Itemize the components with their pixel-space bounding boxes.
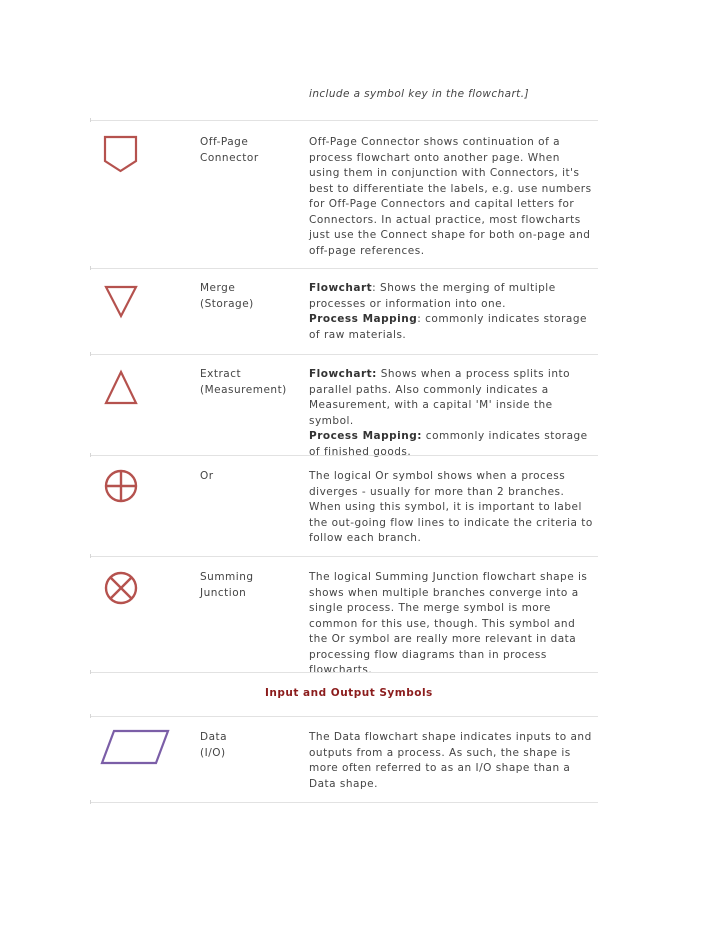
symbol-description: The logical Summing Junction flowchart shape is shows when multiple branches converge into a single process. The merge symbol is more common for this use, though. This symbol and the Or symbol are really more relevant in data processing flow diagrams than in process flowcharts.: [309, 571, 588, 676]
table-divider: [90, 672, 598, 673]
symbol-name: Extract (Measurement): [200, 368, 287, 396]
table-row-off-page-connector: [90, 121, 598, 269]
symbol-description: Flowchart: Shows when a process splits into parallel paths. Also commonly indicates a Measurement, with a capital 'M' inside the symbol. Process Mapping: commonly indicates storage of finished goods.: [309, 368, 588, 458]
symbol-description: The logical Or symbol shows when a process diverges - usually for more than 2 branches. When using this symbol, it is important to label the out-going flow lines to indicate the criteria to follow each branch.: [309, 470, 593, 544]
symbol-description: The Data flowchart shape indicates inputs to and outputs from a process. As such, the shape is more often referred to as an I/O shape than a Data shape.: [309, 731, 592, 790]
symbol-name: Summing Junction: [200, 571, 254, 599]
symbol-name: Off-Page Connector: [200, 136, 259, 164]
symbol-description: Off-Page Connector shows continuation of a process flowchart onto another page. When using them in conjunction with Connectors, it's best to differentiate the labels, e.g. use numbers for Off-Page Connectors and capital letters for Connectors. In actual practice, most flowcharts just use the Connect shape for both on-page and off-page references.: [309, 136, 592, 257]
section-heading-input-output: Input and Output Symbols: [265, 687, 433, 699]
table-row-or: [90, 456, 598, 557]
table-row-extract: [90, 355, 598, 456]
symbol-name: Data (I/O): [200, 731, 228, 759]
continued-text-fragment: include a symbol key in the flowchart.]: [309, 88, 529, 100]
data-parallelogram-icon: [100, 727, 172, 767]
extract-triangle-icon: [98, 366, 142, 410]
symbol-name: Merge (Storage): [200, 282, 254, 310]
table-row-summing-junction: [90, 557, 598, 676]
merge-triangle-icon: [98, 281, 142, 325]
table-row-data-io: [90, 717, 598, 803]
off-page-connector-icon: [98, 131, 142, 175]
or-circle-plus-icon: [98, 463, 142, 507]
symbol-name: Or: [200, 470, 214, 482]
symbol-description: Flowchart: Shows the merging of multiple processes or information into one. Process Mapping: commonly indicates storage of raw materials.: [309, 282, 587, 341]
table-row-merge: [90, 269, 598, 355]
summing-junction-icon: [98, 565, 142, 609]
table-divider: [90, 802, 598, 803]
